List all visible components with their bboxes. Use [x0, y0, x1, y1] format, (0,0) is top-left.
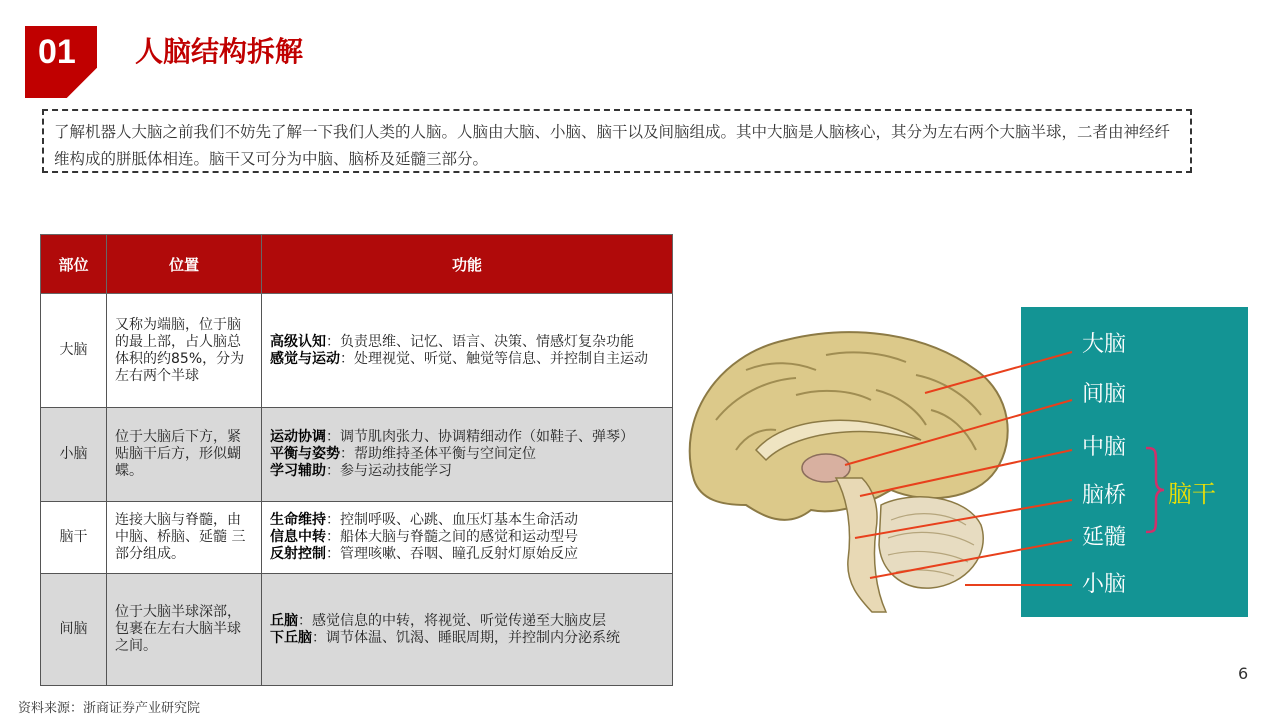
- cell-function: [262, 574, 673, 686]
- function-text: ：控制呼吸、心跳、血压灯基本生命活动: [326, 512, 578, 528]
- function-text: ：帮助维持圣体平衡与空间定位: [340, 446, 536, 462]
- function-line: [270, 334, 664, 351]
- section-number: 01: [38, 33, 76, 71]
- function-key: 高级认知: [270, 333, 326, 350]
- function-key: 学习辅助: [270, 463, 326, 479]
- label-diencephalon: 间脑: [1082, 382, 1127, 407]
- table-row: [41, 294, 673, 408]
- source-note: 资料来源：浙商证券产业研究院: [18, 701, 201, 716]
- label-panel: [1021, 307, 1248, 617]
- page-number: 6: [1238, 664, 1249, 683]
- function-key: 生命维持: [270, 512, 326, 528]
- function-line: [270, 613, 664, 630]
- label-cerebrum: 大脑: [1082, 332, 1127, 357]
- cell-location: 又称为端脑，位于脑的最上部，占人脑总体积的约85%，分为左右两个半球: [107, 294, 262, 408]
- cell-location: 位于大脑半球深部，包裹在左右大脑半球之间。: [107, 574, 262, 686]
- label-medulla: 延髓: [1082, 525, 1127, 550]
- function-line: [270, 446, 664, 463]
- header-location: 位置: [107, 235, 262, 294]
- function-line: [270, 463, 664, 480]
- table-header-row: [41, 235, 673, 294]
- table-row: [41, 502, 673, 574]
- cell-part: 小脑: [41, 408, 107, 502]
- label-pons: 脑桥: [1082, 483, 1127, 508]
- cell-part: 间脑: [41, 574, 107, 686]
- cell-part: 脑干: [41, 502, 107, 574]
- label-cerebellum: 小脑: [1082, 572, 1127, 597]
- function-key: 平衡与姿势: [270, 446, 340, 462]
- function-key: 信息中转: [270, 529, 326, 545]
- cell-part: 大脑: [41, 294, 107, 408]
- cerebellum-shape: [879, 497, 983, 588]
- header-part: 部位: [41, 235, 107, 294]
- function-key: 感觉与运动: [270, 350, 340, 367]
- function-text: ：调节肌肉张力、协调精细动作（如鞋子、弹琴）: [326, 429, 634, 445]
- function-key: 丘脑: [270, 612, 298, 629]
- function-line: [270, 529, 664, 546]
- function-line: [270, 351, 664, 368]
- function-text: ：感觉信息的中转，将视觉、听觉传递至大脑皮层: [298, 612, 606, 629]
- function-key: 下丘脑: [270, 629, 312, 646]
- table-row: [41, 408, 673, 502]
- function-line: [270, 546, 664, 563]
- function-key: 反射控制: [270, 546, 326, 562]
- function-line: [270, 630, 664, 647]
- label-midbrain: 中脑: [1082, 435, 1127, 460]
- cell-function: [262, 408, 673, 502]
- cell-location: 位于大脑后下方，紧贴脑干后方，形似蝴蝶。: [107, 408, 262, 502]
- cell-function: [262, 294, 673, 408]
- page-title: 人脑结构拆解: [135, 35, 304, 68]
- intro-box: 了解机器人大脑之前我们不妨先了解一下我们人类的人脑。人脑由大脑、小脑、脑干以及间脑组成。其中大脑是人脑核心，其分为左右两个大脑半球，二者由神经纤维构成的胼胝体相连。脑干又可分为中脑、脑桥及延髓三部分。: [42, 109, 1192, 173]
- function-key: 运动协调: [270, 429, 326, 445]
- function-line: [270, 429, 664, 446]
- function-line: [270, 512, 664, 529]
- function-text: ：管理咳嗽、吞咽、瞳孔反射灯原始反应: [326, 546, 578, 562]
- function-text: ：负责思维、记忆、语言、决策、情感灯复杂功能: [326, 333, 634, 350]
- function-text: ：调节体温、饥渴、睡眠周期，并控制内分泌系统: [312, 629, 620, 646]
- function-text: ：船体大脑与脊髓之间的感觉和运动型号: [326, 529, 578, 545]
- function-text: ：参与运动技能学习: [326, 463, 452, 479]
- label-brainstem: 脑干: [1168, 480, 1216, 508]
- table-row: [41, 574, 673, 686]
- cell-location: 连接大脑与脊髓，由 中脑、桥脑、延髓 三部分组成。: [107, 502, 262, 574]
- cell-function: [262, 502, 673, 574]
- function-text: ：处理视觉、听觉、触觉等信息、并控制自主运动: [340, 350, 648, 367]
- brain-illustration: [676, 300, 1021, 620]
- brain-structure-table: [40, 234, 673, 686]
- header-function: 功能: [262, 235, 673, 294]
